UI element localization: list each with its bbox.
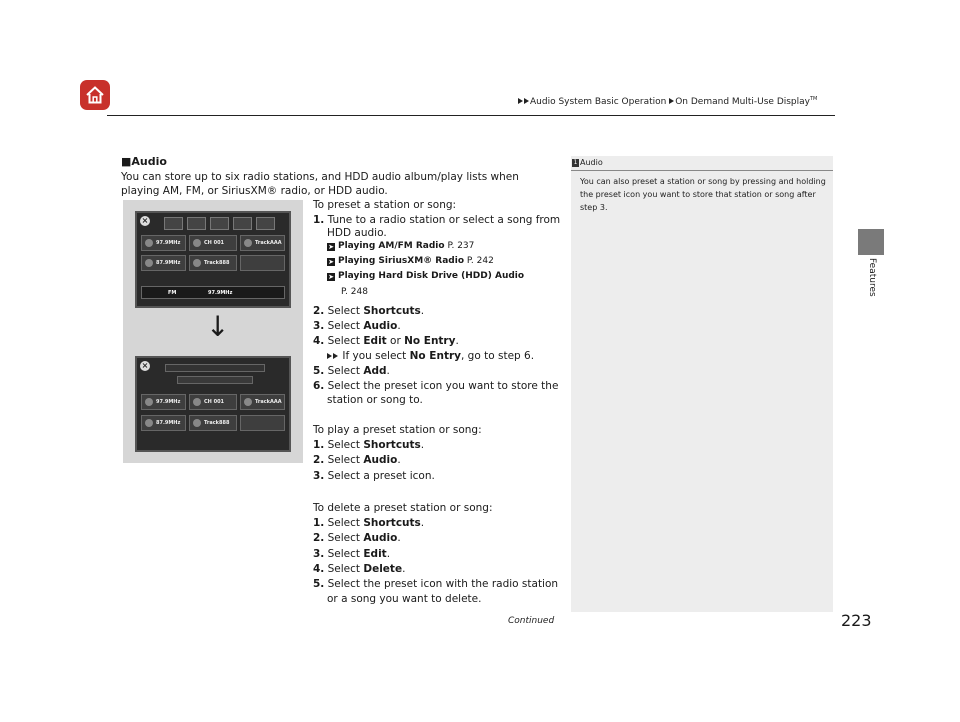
preset-label: Track888 — [204, 420, 230, 426]
notes-panel — [571, 156, 833, 612]
source-button — [256, 217, 275, 230]
delete-heading: To delete a preset station or song: — [313, 502, 493, 514]
page-ref-link[interactable]: ➤ Playing SiriusXM® Radio P. 242 — [328, 256, 494, 266]
disc-icon — [244, 398, 252, 406]
screen-before — [135, 211, 291, 308]
frequency-label: 97.9MHz — [208, 290, 233, 296]
breadcrumb-arrow-icon — [518, 98, 523, 104]
preset-cell — [189, 394, 237, 410]
breadcrumb-item[interactable]: On Demand Multi-Use Display — [675, 97, 810, 107]
disc-icon — [193, 259, 201, 267]
bullet-arrow-icon — [333, 353, 338, 359]
satellite-icon — [193, 398, 201, 406]
delete-step-1: 1. Select Shortcuts. — [313, 517, 425, 529]
preset-label: 97.9MHz — [156, 399, 181, 405]
delete-step-5-cont: or a song you want to delete. — [327, 593, 482, 605]
section-intro: You can store up to six radio stations, and HDD audio album/play lists when playing AM, FM, or SiriusXM® radio, or HDD audio. — [121, 171, 519, 197]
play-step-3: 3. Select a preset icon. — [313, 470, 435, 482]
section-title: ■Audio — [121, 155, 167, 168]
trademark-mark: TM — [810, 96, 818, 102]
page-number: 223 — [841, 611, 872, 630]
note-number-badge: 1 — [573, 159, 578, 166]
close-icon: × — [141, 361, 149, 370]
screen-after — [135, 356, 291, 452]
preset-cell — [141, 235, 186, 251]
preset-step-6-cont: station or song to. — [327, 394, 423, 406]
preset-cell — [240, 235, 285, 251]
source-button — [233, 217, 252, 230]
delete-step-5: 5. Select the preset icon with the radio station — [313, 578, 559, 590]
close-icon: × — [141, 216, 149, 225]
preset-step-4-sub: If you select No Entry, go to step 6. — [327, 349, 534, 363]
ref-arrow-icon: ➤ — [328, 243, 334, 251]
preset-step-1-cont: HDD audio. — [327, 227, 387, 239]
side-tab-label: Features — [867, 258, 877, 297]
preset-label: 87.9MHz — [156, 420, 181, 426]
home-icon[interactable] — [80, 80, 110, 110]
preset-step-1: 1. Tune to a radio station or select a song from — [313, 214, 561, 226]
preset-step-3: 3. Select Audio. — [313, 320, 401, 332]
side-tab-marker — [858, 229, 884, 255]
page-ref-link[interactable]: ➤ Playing AM/FM Radio P. 237 — [328, 241, 475, 251]
page-ref-link[interactable]: ➤ Playing Hard Disk Drive (HDD) Audio — [328, 271, 525, 281]
preset-cell — [189, 255, 237, 271]
arrow-down-icon: ↓ — [206, 310, 230, 343]
radio-icon — [145, 398, 153, 406]
preset-label: CH 001 — [204, 240, 225, 246]
preset-label: TrackAAA — [255, 240, 282, 246]
delete-step-3: 3. Select Edit. — [313, 548, 391, 560]
breadcrumb — [518, 96, 817, 107]
preset-label: CH 001 — [204, 399, 225, 405]
subtitle-bar — [177, 376, 253, 384]
breadcrumb-arrow-icon — [669, 98, 674, 104]
preset-cell — [240, 415, 285, 431]
delete-step-2: 2. Select Audio. — [313, 532, 401, 544]
continued-label: Continued — [508, 616, 555, 626]
delete-step-4: 4. Select Delete. — [313, 563, 406, 575]
ref-arrow-icon: ➤ — [328, 258, 334, 266]
source-button — [187, 217, 206, 230]
band-label: FM — [168, 290, 177, 296]
breadcrumb-arrow-icon — [524, 98, 529, 104]
preset-cell — [240, 394, 285, 410]
radio-icon — [145, 239, 153, 247]
disc-icon — [244, 239, 252, 247]
disc-icon — [193, 419, 201, 427]
play-step-1: 1. Select Shortcuts. — [313, 439, 425, 451]
preset-cell — [240, 255, 285, 271]
preset-cell — [189, 235, 237, 251]
breadcrumb-item[interactable]: Audio System Basic Operation — [530, 97, 667, 107]
radio-icon — [145, 259, 153, 267]
preset-label: Track888 — [204, 260, 230, 266]
title-bar — [165, 364, 265, 372]
radio-icon — [145, 419, 153, 427]
preset-cell — [141, 415, 186, 431]
page-ref-page: P. 248 — [341, 287, 368, 297]
preset-cell — [141, 394, 186, 410]
preset-label: 87.9MHz — [156, 260, 181, 266]
preset-step-6: 6. Select the preset icon you want to store the — [313, 380, 559, 392]
note-body: You can also preset a station or song by pressing and holding the preset icon you want to store that station or song after step 3. — [580, 177, 826, 212]
notes-header — [571, 157, 833, 171]
preset-cell — [141, 255, 186, 271]
now-playing-bar — [141, 286, 285, 299]
ref-arrow-icon: ➤ — [328, 273, 334, 281]
preset-cell — [189, 415, 237, 431]
play-heading: To play a preset station or song: — [313, 424, 482, 436]
preset-label: TrackAAA — [255, 399, 282, 405]
source-button — [210, 217, 229, 230]
preset-step-5: 5. Select Add. — [313, 365, 390, 377]
bullet-arrow-icon — [327, 353, 332, 359]
satellite-icon — [193, 239, 201, 247]
side-tab[interactable] — [866, 258, 880, 330]
preset-heading: To preset a station or song: — [313, 199, 457, 211]
header-rule — [107, 115, 835, 116]
preset-step-4: 4. Select Edit or No Entry. — [313, 335, 459, 347]
preset-label: 97.9MHz — [156, 240, 181, 246]
play-step-2: 2. Select Audio. — [313, 454, 401, 466]
source-button — [164, 217, 183, 230]
note-title: Audio — [580, 158, 603, 167]
preset-step-2: 2. Select Shortcuts. — [313, 305, 425, 317]
